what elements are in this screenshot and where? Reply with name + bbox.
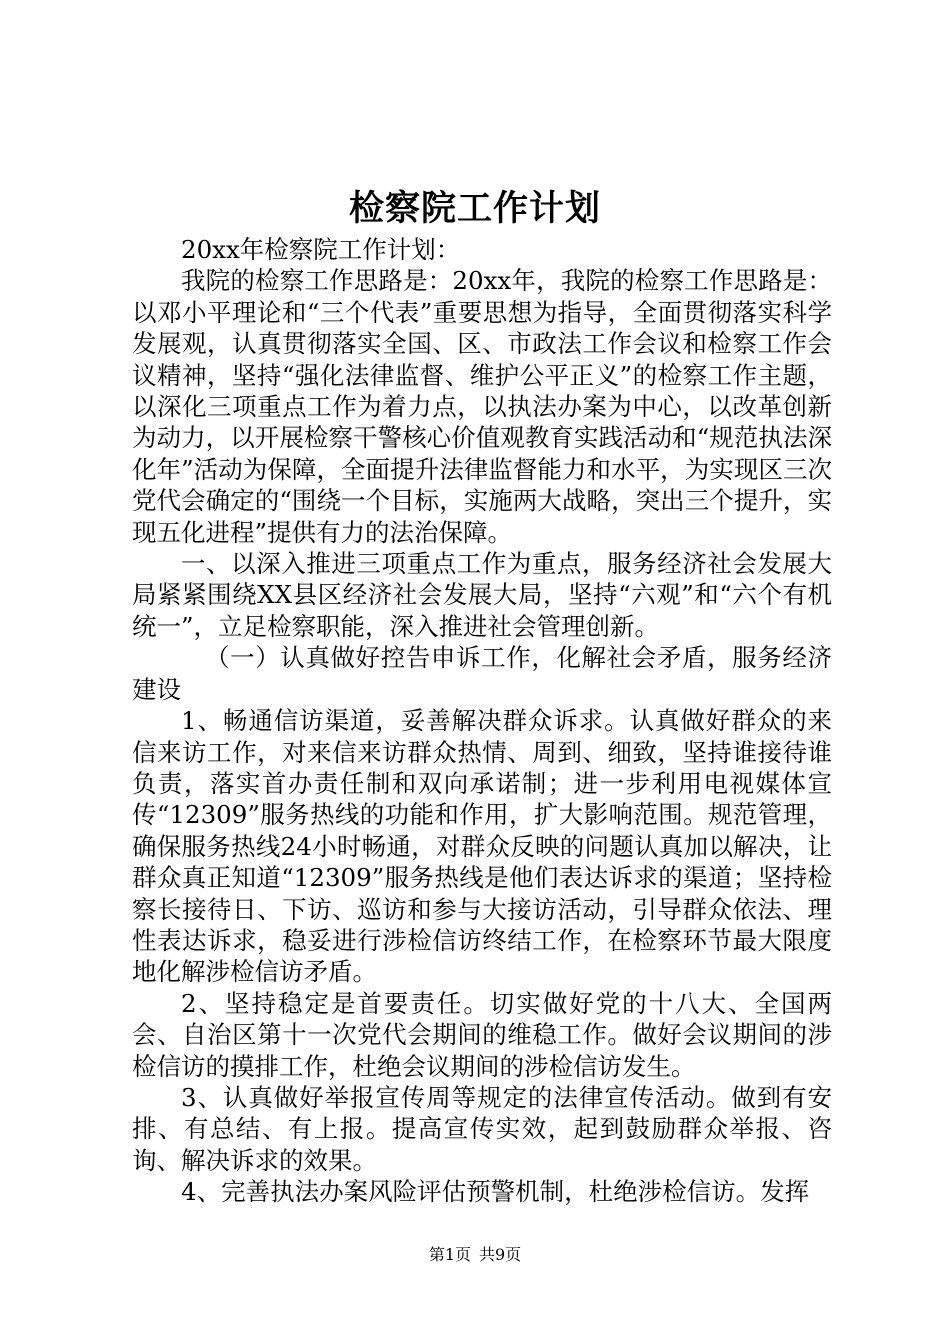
paragraph-item-1: 1、畅通信访渠道，妥善解决群众诉求。认真做好群众的来信来访工作，对来信来访群众热情、周到、细致，坚持谁接待谁负责，落实首办责任制和双向承诺制；进一步利用电视媒体宣传“12309”服务热线的功能和作用，扩大影响范围。规范管理，确保服务热线24小时畅通，对群众反映的问题认真加以解决，让群众真正知道“12309”服务热线是他们表达诉求的渠道；坚持检察长接待日、下访、巡访和参与大接访活动，引导群众依法、理性表达诉求，稳妥进行涉检信访终结工作，在检察环节最大限度地化解涉检信访矛盾。 xyxy=(132,706,832,987)
document-title: 检察院工作计划 xyxy=(348,188,601,229)
paragraph-intro: 20xx年检察院工作计划： xyxy=(181,235,461,264)
page-footer xyxy=(0,1243,950,1267)
paragraph-section-one: 一、以深入推进三项重点工作为重点，服务经济社会发展大局紧紧围绕XX县区经济社会发展大局，坚持“六观”和“六个有机统一”，立足检察职能，深入推进社会管理创新。 xyxy=(132,549,832,641)
document-body xyxy=(132,234,832,1208)
paragraph-work-approach: 我院的检察工作思路是：20xx年，我院的检察工作思路是：以邓小平理论和“三个代表”重要思想为指导，全面贯彻落实科学发展观，认真贯彻落实全国、区、市政法工作会议和检察工作会议精神，坚持“强化法律监督、维护公平正义”的检察工作主题，以深化三项重点工作为着力点，以执法办案为中心，以改革创新为动力，以开展检察干警核心价值观教育实践活动和“规范执法深化年”活动为保障，全面提升法律监督能力和水平，为实现区三次党代会确定的“围绕一个目标，实施两大战略，突出三个提升，实现五化进程”提供有力的法治保障。 xyxy=(132,266,832,547)
page-number: 第1页 xyxy=(428,1245,471,1264)
paragraph-item-4: 4、完善执法办案风险评估预警机制，杜绝涉检信访。发挥 xyxy=(181,1177,810,1207)
paragraph-item-2: 2、坚持稳定是首要责任。切实做好党的十八大、全国两会、自治区第十一次党代会期间的维稳工作。做好会议期间的涉检信访的摸排工作，杜绝会议期间的涉检信访发生。 xyxy=(132,988,832,1081)
page-total: 共9页 xyxy=(479,1245,522,1264)
paragraph-subsection-one: （一）认真做好控告申诉工作，化解社会矛盾，服务经济建设 xyxy=(132,643,832,704)
paragraph-item-3: 3、认真做好举报宣传周等规定的法律宣传活动。做到有安排、有总结、有上报。提高宣传实效，起到鼓励群众举报、咨询、解决诉求的效果。 xyxy=(132,1082,832,1175)
